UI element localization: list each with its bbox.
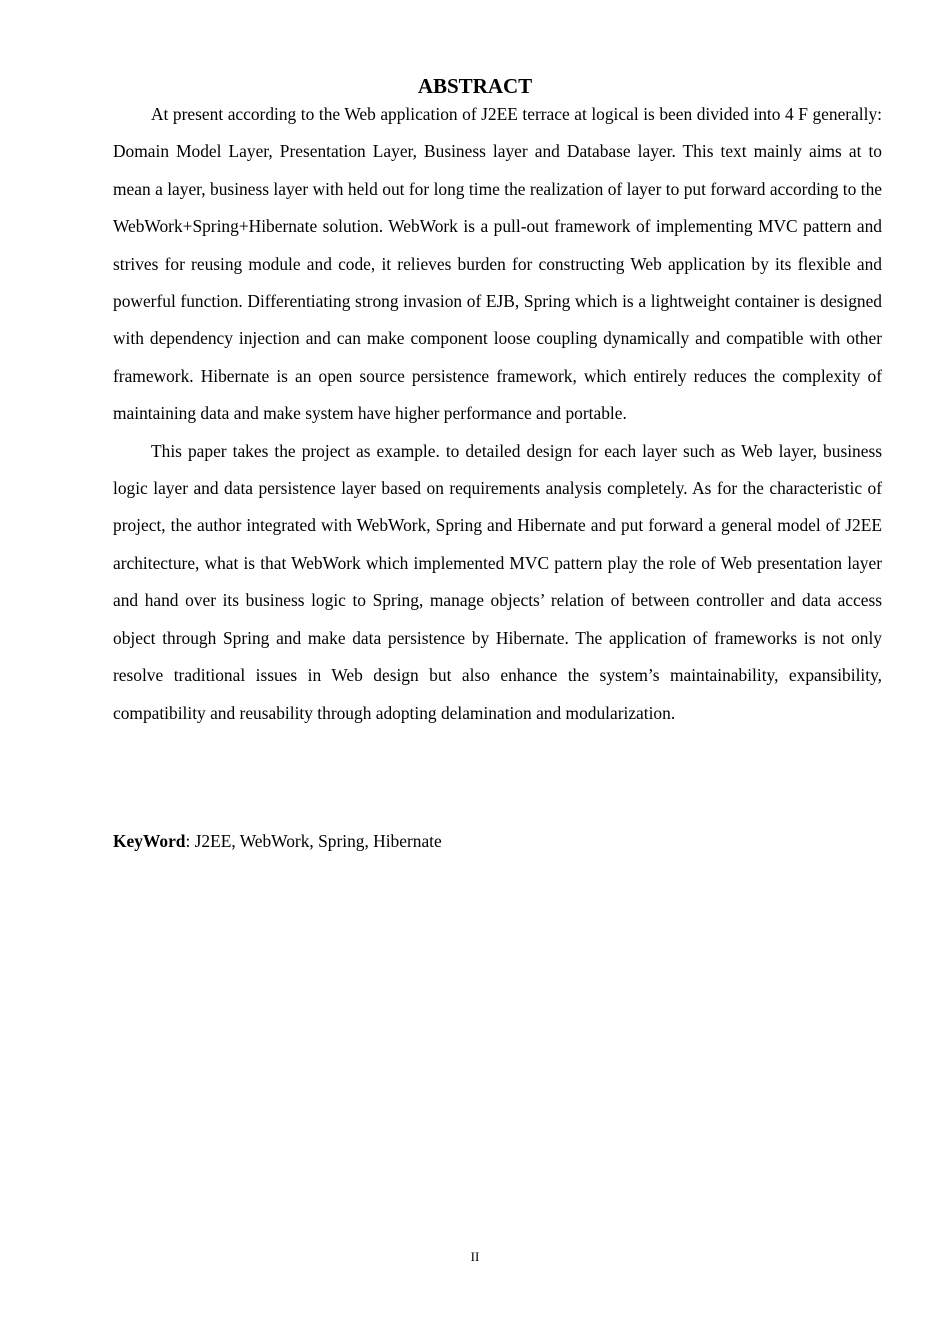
abstract-title: ABSTRACT (417, 74, 533, 98)
keywords-separator: : (185, 831, 195, 851)
abstract-paragraph-1: At present according to the Web application of J2EE terrace at logical is been divided into 4 F generally: Domain Model Layer, Presentation Layer, Business layer and Database layer. This text mainly aims at to mean a layer, business layer with held out for long time the realization of layer to put forward according to the WebWork+Spring+Hibernate solution. WebWork is a pull-out framework of implementing MVC pattern and strives for reusing module and code, it relieves burden for constructing Web application by its flexible and powerful function. Differentiating strong invasion of EJB, Spring which is a lightweight container is designed with dependency injection and can make component loose coupling dynamically and compatible with other framework. Hibernate is an open source persistence framework, which entirely reduces the complexity of maintaining data and make system have higher performance and portable. (113, 104, 882, 424)
keywords-value: J2EE, WebWork, Spring, Hibernate (194, 831, 442, 851)
keywords-label: KeyWord (113, 831, 186, 851)
abstract-paragraph-2: This paper takes the project as example. to detailed design for each layer such as Web layer, business logic layer and data persistence layer based on requirements analysis completely. As for the characteristic of project, the author integrated with WebWork, Spring and Hibernate and put forward a general model of J2EE architecture, what is that WebWork which implemented MVC pattern play the role of Web presentation layer and hand over its business logic to Spring, manage objects’ relation of between controller and data access object through Spring and make data persistence by Hibernate. The application of frameworks is not only resolve traditional issues in Web design but also enhance the system’s maintainability, expansibility, compatibility and reusability through adopting delamination and modularization. (113, 440, 882, 723)
page-number: II (470, 1249, 480, 1264)
keywords-line (113, 827, 882, 855)
abstract-body (113, 96, 882, 732)
